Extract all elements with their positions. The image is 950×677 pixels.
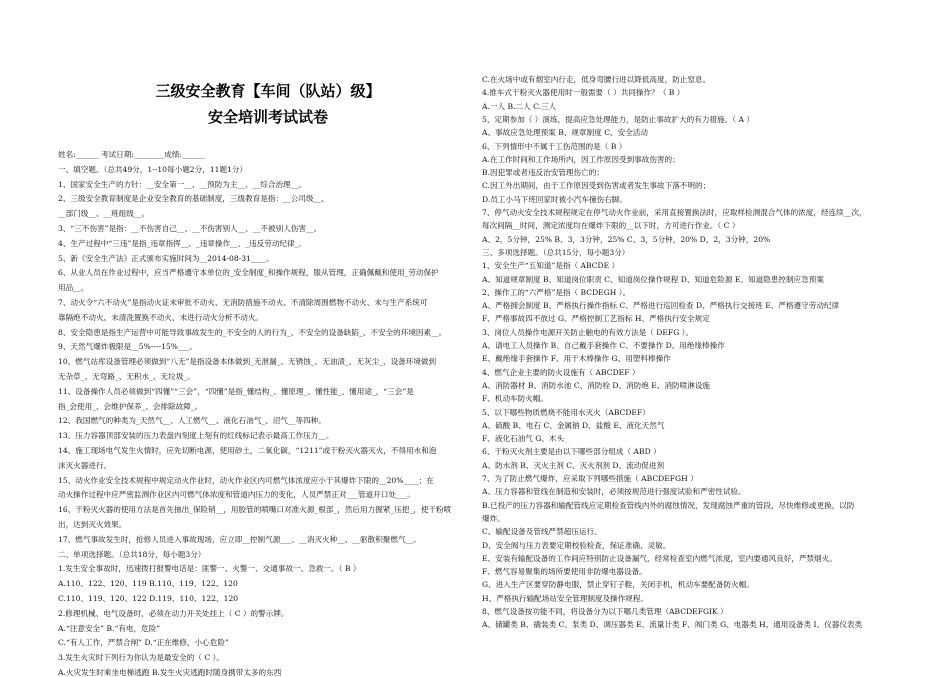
right-line: B.已投产的压力容器和输配管线应定期检查管线内外的腐蚀情况，发现腐蚀严重的管段，尽快维修或更换，以防 [482, 500, 855, 510]
left-line: A.“注意安全” B.“有电，危险” [58, 623, 161, 633]
left-line: C.110、119、120、122 D.119、110、122、120 [58, 594, 239, 603]
right-line: D.员工小马下班回家时被小汽车撞伤右脚。 [482, 194, 627, 204]
right-line: C.因工外出期间，由于工作原因受到伤害或者发生事故下落不明的； [482, 181, 711, 191]
left-line: 17、燃气事故发生时，抢修人员进入事故现场，应立即__控制气源___、__消灭火种__、__驱散积聚燃气__。 [58, 534, 421, 544]
left-line: 用品__。 [58, 283, 89, 293]
right-line: D、安全阀与压力表要定期校验检查，保证准确、灵敏。 [482, 540, 671, 550]
right-line: A、压力容器和管线在制造和安装时，必须按规范进行强度试验和严密性试验。 [482, 487, 746, 497]
right-line: 2、操作工的“六严格”是指（ BCDEGH ）。 [482, 287, 631, 297]
left-line: __部门级__、__班组级__。 [58, 209, 150, 219]
left-line: 12、我国燃气的种类为_天然气__、人工燃气__、液化石油气_、沼气__等四种。 [58, 416, 326, 426]
right-line: 每次间隔__时间，测定浓度均在爆炸下限的__以下时，方可进行作业。（ C ） [482, 221, 740, 231]
right-line: 7、为了防止燃气爆炸，应采取下列哪些措施（ ABCDEFGH ） [482, 474, 698, 483]
right-line: F、液化石油气 G、木头 [482, 434, 565, 444]
left-line: 1.发生安全事故时，迅速拨打报警电话是：匪警一、火警一、交通事故一、急救一。（ B ） [58, 564, 361, 574]
left-line: 1、国家安全生产的方针：__安全第一__、__预防为主__、__综合治理__。 [58, 179, 306, 189]
right-line: A、储罐类 B、撬装类 C、泵类 D、调压器类 E、流量计类 F、阀门类 G、电器类 H、通用设备类 I、仪器仪表类 [482, 620, 863, 630]
exam-subtitle: 安全培训考试试卷 [207, 108, 328, 126]
right-line: F、燃气容易聚集的场所要使用非防爆电器设备。 [482, 567, 647, 577]
right-line: 三、多项选择题。（总共15分，每小题3分） [482, 247, 630, 257]
left-line: 动火操作过程中应严密监测作业区内可燃气体浓度和管道内压力的变化，人员严禁正对___管道开口处___。 [58, 490, 415, 500]
left-line: 2.修理机械、电气设备时，必须在动力开关处挂上（ C ）的警示牌。 [58, 608, 289, 618]
left-line: 3.发生火灾时下列行为你认为是最安全的（ C ）。 [58, 653, 224, 663]
left-line: 10、燃气站库设备管理必须做到“八无”是指设备本体做到_无泄漏_、无锈蚀_、无油渍_、无灰尘_，设备环境做到 [58, 357, 437, 367]
left-line: 指_会使用_、会维护保养_、会排除故障_。 [58, 401, 203, 411]
right-line: A.在工作时间和工作场所内，因工作原因受到事故伤害的； [482, 154, 680, 164]
right-line: B.因犯罪或者违反治安管理伤亡的； [482, 168, 604, 178]
left-line: 4、生产过程中“三违”是指_违章指挥__、_违章操作__、_违反劳动纪律_。 [58, 238, 306, 248]
left-line: 二、单项选择题。（总共18分，每小题3分） [58, 549, 206, 559]
left-line: 14、施工现场电气发生火情时，应先切断电源，使用砂土，二氧化碳，“1211”或干粉灭火器灭火，不得用水和泡 [58, 446, 437, 455]
left-line: 一、填空题。（总共49分，1--10每小题2分，11题1分） [58, 164, 248, 174]
right-line: 6、下列情形中不属于工伤范围的是（ B ） [482, 141, 627, 151]
right-line: 1、安全生产“五知道”是指（ ABCDE ） [482, 261, 620, 271]
left-line: 出，达到灭火效果。 [58, 520, 127, 529]
right-line: 5、定期参加（ ）演练，提高应急处理能力，是防止事故扩大的有力措施。（ A ） [482, 114, 754, 124]
right-line: A、知道规章制度 B、知道岗位职责 C、知道岗位操作规程 D、知道危险源 E、知道隐患控制应急预案 [482, 274, 824, 284]
right-line: F、机动车防火帽。 [482, 394, 549, 404]
right-line: A、事故应急处理预案 B、规章制度 C、安全活动 [482, 128, 648, 138]
right-line: 5、以下哪些物质燃烧不能用水灭火（ABCDEF） [482, 407, 650, 417]
right-line: A、2，5分钟，25% B、3，3分钟，25% C、3，5分钟，20% D、2，3分钟，20% [482, 234, 771, 244]
right-line: A、严格拥会制度 B、严格执行操作指标 C、严格进行巡回检查 D、严格执行交接班 E、严格遵守劳动纪律 [482, 301, 840, 311]
left-line: A.火灾发生时乘坐电梯逃跑 B.发生火灾逃跑时随身携带太多的东西 [58, 668, 282, 677]
right-line: C、输配设备及管线严禁超压运行。 [482, 527, 602, 537]
right-line: 3、岗位人员操作电源开关防止触电的有效方法是（ DEFG ）。 [482, 327, 694, 337]
left-line: 5、新《安全生产法》正式颁布实施时间为__2014-08-31____。 [58, 253, 274, 263]
left-line: 16、干粉灭火器的使用方法是首先抽出_保险销__，用胶管的喷嘴口对准火源_根部_，然后用力握紧_压把_，使干粉喷 [58, 505, 452, 515]
right-line: 4、燃气企业主要的防火设施有（ ABCDEF ） [482, 367, 640, 377]
left-line: 姓名:______ 考试日期:________成绩:______ [58, 150, 205, 159]
right-line: 4.推车式干粉灭火器使用时一般需要（ ）共同操作？（ B ） [482, 88, 685, 98]
right-line: E、戴绝缘手套操作 F、用干木棒操作 G、用塑料棒操作 [482, 354, 671, 364]
right-line: 6、干粉灭火剂主要是由以下哪些部分组成（ ABD ） [482, 447, 661, 457]
left-line: 9、天然气爆炸极限是__5%----15%___。 [58, 342, 197, 352]
left-line: 3、“三不伤害”是指：__不伤害自己__、__不伤害别人__、__不被别人伤害__。 [58, 224, 322, 233]
right-line: 8、燃气设备按功能不同，将设备分为以下哪几类管理（ABCDEFGIK ） [482, 607, 728, 616]
left-line: 2、三级安全教育制度是企业安全教育的基础制度，三级教育是指：__公司级__、 [58, 194, 329, 204]
right-line: A、防水剂 B、灭火主剂 C、灭火剂剂 D、流动促进剂 [482, 460, 665, 470]
left-line: 靠隔绝不动火、未清洗置换不动火、未进行动火分析不动火。 [58, 312, 264, 322]
left-line: 沫灭火器进行。 [58, 460, 112, 470]
left-line: 7、动火令“六不动火”是指动火证未审批不动火、无消防措施不动火、不清除周围燃物不动火、未与生产系统可 [58, 298, 428, 307]
right-line: H、严格执行输配场站安全管理制度及操作规程。 [482, 593, 649, 603]
right-line: A、硫酸 B、电石 C、金属钠 D、盐酸 E、液化天然气 [482, 420, 665, 430]
left-line: C.“有人工作，严禁合闸” D.“正在维修，小心危险” [58, 638, 229, 648]
right-line: G、进入生产区要穿防静电服，禁止穿钉子鞋，关闭手机，机动车要配备防火帽。 [482, 580, 754, 590]
right-line: 7、停气动火安全技术规程规定在停气动火作业前，采用直接置换法时，应取样检测混合气体的浓度，经连续__次， [482, 208, 867, 217]
right-line: E、安装有输配设备的工作间应特别防止设备漏气，经常检查室内燃气浓度，室内要通风良好，严禁烟火。 [482, 553, 837, 563]
left-line: 13、压力容器顶部安装的压力表盘内刻度上刻有的红线标记表示最高工作压力__。 [58, 431, 334, 441]
left-line: 6、从业人员在作业过程中，应当严格遵守本单位的_安全制度_和操作规程，服从管理，正确佩戴和使用_劳动保护 [58, 268, 439, 278]
right-line: F、严格事故四不放过 G、严格控制工艺指标 H、严格执行安全规定 [482, 314, 710, 324]
right-line: C.在火场中或有烟室内行走，低身弯腰行进以降低高度，防止窒息。 [482, 75, 711, 84]
left-line: A.110、122、120、119 B.110、119、122、120 [58, 579, 238, 589]
left-line: 15、动火作业安全技术规程中规定动火作业时，动火作业区内可燃气体浓度应小于其爆炸下限的__20%____；在 [58, 475, 434, 485]
left-line: 无杂草_、无弯路_、无积水_、无垃圾_。 [58, 372, 195, 381]
right-line: A、消防器材 B、消防水池 C、消防栓 D、消防炮 E、消防喷淋设施 [482, 380, 711, 390]
left-line: 11、设备操作人员必须做到“四懂”“三会”，“四懂”是指_懂结构_、懂原理_、懂性能_、懂用途_，“三会”是 [58, 386, 414, 396]
right-line: 爆炸。 [482, 513, 505, 523]
exam-title: 三级安全教育【车间（队站）级】 [155, 82, 381, 100]
left-line: 8、安全隐患是指生产运营中可能导致事故发生的_不安全的人的行为_、不安全的设备缺陷_、不安全的环境因素__。 [58, 327, 447, 337]
right-line: A.一人 B.二人 C.三人 [482, 101, 557, 111]
right-line: A、请电工人员操作 B、自己戴手套操作 C、不要操作 D、用绝缘棒操作 [482, 341, 725, 350]
